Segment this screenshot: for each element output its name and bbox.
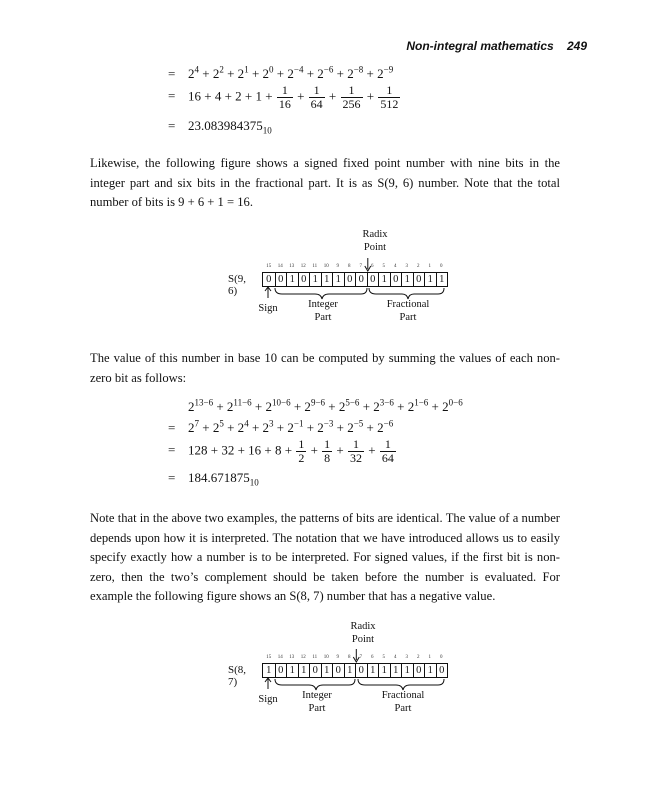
bit-index: 6 bbox=[371, 264, 374, 269]
bit-index: 1 bbox=[428, 655, 431, 660]
paragraph-2: The value of this number in base 10 can be computed by summing the values of each non-zero bit as follows: bbox=[90, 351, 560, 385]
bit-cell: 1 bbox=[309, 273, 321, 286]
fraction: $\frac{1}{256}$ bbox=[342, 83, 361, 111]
eq1-line3: = $23.083984375_{10}$ bbox=[168, 118, 272, 136]
fraction: $\frac{1}{64}$ bbox=[310, 83, 323, 111]
bit-cell: 0 bbox=[266, 274, 272, 285]
bit-cell: 1 bbox=[367, 664, 379, 677]
bit-index: 2 bbox=[417, 655, 420, 660]
bit-index: 9 bbox=[336, 264, 339, 269]
bit-index: 15 bbox=[266, 655, 272, 660]
bit-index: 8 bbox=[348, 264, 351, 269]
bit-index: 15 bbox=[266, 264, 272, 269]
bit-index: 9 bbox=[336, 655, 339, 660]
bit-cell: 0 bbox=[298, 273, 310, 286]
fraction: $\frac{1}{64}$ bbox=[381, 437, 394, 465]
paragraph-1: Likewise, the following figure shows a signed fixed point number with nine bits in the integer part and six bits in the fractional part. It is as S(9, 6) number. Note that the total number of bits is 9 + 6 + 1 = 16. bbox=[90, 156, 560, 209]
bit-cell: 0 bbox=[309, 664, 321, 677]
bit-cell: 1 bbox=[424, 273, 436, 286]
bit-index: 12 bbox=[300, 264, 306, 269]
bit-cell: 1 bbox=[321, 273, 333, 286]
bit-cell: 0 bbox=[332, 664, 344, 677]
bit-index: 0 bbox=[440, 655, 443, 660]
bit-cell: 1 bbox=[286, 273, 298, 286]
radix-label: Radix Point bbox=[350, 621, 376, 645]
bit-cell: 1 bbox=[344, 664, 356, 677]
bit-cell: 1 bbox=[298, 664, 310, 677]
bit-cell: 0 bbox=[367, 273, 379, 286]
bit-cell: 0 bbox=[413, 273, 425, 286]
eq2-line2: = $2^7 + 2^5 + 2^4 + 2^3 + 2^{-1} + 2^{-3} + 2^{-5} + 2^{-6}$ bbox=[168, 418, 394, 435]
bit-index: 14 bbox=[277, 264, 283, 269]
bit-cell: 0 bbox=[355, 664, 367, 677]
bit-index: 11 bbox=[312, 655, 318, 660]
page-number: 249 bbox=[566, 39, 587, 53]
bit-index: 1 bbox=[428, 264, 431, 269]
sign-arrow bbox=[265, 678, 271, 689]
eq2-line1: $2^{13-6} + 2^{11-6} + 2^{10-6} + 2^{9-6} + 2^{5-6} + 2^{3-6} + 2^{1-6} + 2^{0-6}$ bbox=[188, 397, 463, 414]
bit-cell: 0 bbox=[275, 664, 287, 677]
bit-cell: 1 bbox=[378, 664, 390, 677]
eq2-line4: = $184.671875_{10}$ bbox=[168, 470, 259, 488]
bit-cell: 1 bbox=[321, 664, 333, 677]
bit-cell: 0 bbox=[390, 273, 402, 286]
bit-index: 7 bbox=[359, 655, 362, 660]
fractional-part-label: Fractional Part bbox=[386, 299, 430, 323]
bit-cell: 1 bbox=[266, 665, 272, 676]
eq2-line3: = 128 + 32 + 16 + 8 + $\frac{1}{2}$ + $\frac{1}{8}$ + $\frac{1}{32}$ + $\frac{1}{64}$ bbox=[168, 437, 394, 465]
bit-index: 6 bbox=[371, 655, 374, 660]
bit-index: 13 bbox=[289, 655, 295, 660]
fraction: $\frac{1}{512}$ bbox=[380, 83, 399, 111]
bit-cell: 1 bbox=[401, 664, 413, 677]
bit-index: 7 bbox=[359, 264, 362, 269]
bit-index: 5 bbox=[382, 264, 385, 269]
bit-index: 13 bbox=[289, 264, 295, 269]
fraction: $\frac{1}{2}$ bbox=[298, 437, 305, 465]
integer-part-label: Integer Part bbox=[302, 690, 332, 714]
bit-index: 4 bbox=[394, 655, 397, 660]
paragraph-3: Note that in the above two examples, the patterns of bits are identical. The value of a number depends upon how it is interpreted. The notation that we have introduced allows us to easily specify exactly how a number is to be interpreted. For signed values, if the first bit is non-zero, then the two’s complement should be taken before the number is evaluated. For example the following figure shows an S(8, 7) number that has a negative value. bbox=[90, 511, 560, 603]
bit-index: 12 bbox=[300, 655, 306, 660]
fraction: $\frac{1}{32}$ bbox=[350, 437, 363, 465]
bit-cell: 1 bbox=[424, 664, 436, 677]
bit-cell: 0 bbox=[344, 273, 356, 286]
bit-index: 3 bbox=[405, 655, 408, 660]
bit-index: 3 bbox=[405, 264, 408, 269]
radix-label: Radix Point bbox=[362, 229, 388, 253]
sign-label: Sign bbox=[258, 694, 278, 705]
bit-index: 2 bbox=[417, 264, 420, 269]
bit-cell: 1 bbox=[378, 273, 390, 286]
bit-cell: 1 bbox=[286, 664, 298, 677]
bit-index: 11 bbox=[312, 264, 318, 269]
bit-cell: 0 bbox=[413, 664, 425, 677]
bit-cell: 1 bbox=[390, 664, 402, 677]
bit-index: 5 bbox=[382, 655, 385, 660]
fractional-part-label: Fractional Part bbox=[381, 690, 425, 714]
radix-point-arrow bbox=[353, 649, 359, 662]
bit-index: 14 bbox=[277, 655, 283, 660]
bit-cell: 0 bbox=[275, 273, 287, 286]
bit-index: 0 bbox=[440, 264, 443, 269]
register-label: S(9, 6) bbox=[228, 273, 247, 297]
bit-index: 4 bbox=[394, 264, 397, 269]
bit-index: 10 bbox=[323, 655, 329, 660]
bit-cell: 1 bbox=[436, 273, 448, 286]
integer-part-label: Integer Part bbox=[308, 299, 338, 323]
eq1-line2: = 16 + 4 + 2 + 1 + $\frac{1}{16}$ + $\frac{1}{64}$ + $\frac{1}{256}$ + $\frac{1}{512}$ bbox=[168, 83, 399, 111]
bit-cell: 1 bbox=[401, 273, 413, 286]
fraction: $\frac{1}{8}$ bbox=[324, 437, 331, 465]
bit-cell: 1 bbox=[332, 273, 344, 286]
fraction: $\frac{1}{16}$ bbox=[278, 83, 291, 111]
bit-index: 10 bbox=[323, 264, 329, 269]
register-label: S(8, 7) bbox=[228, 664, 247, 688]
sign-label: Sign bbox=[258, 303, 278, 314]
eq1-line1: = $2^4 + 2^2 + 2^1 + 2^0 + 2^{-4} + 2^{-6} + 2^{-8} + 2^{-9}$ bbox=[168, 64, 394, 81]
bit-cell: 0 bbox=[436, 664, 448, 677]
chapter-title: Non-integral mathematics bbox=[406, 39, 554, 53]
bit-cell: 0 bbox=[355, 273, 367, 286]
bit-index: 8 bbox=[348, 655, 351, 660]
